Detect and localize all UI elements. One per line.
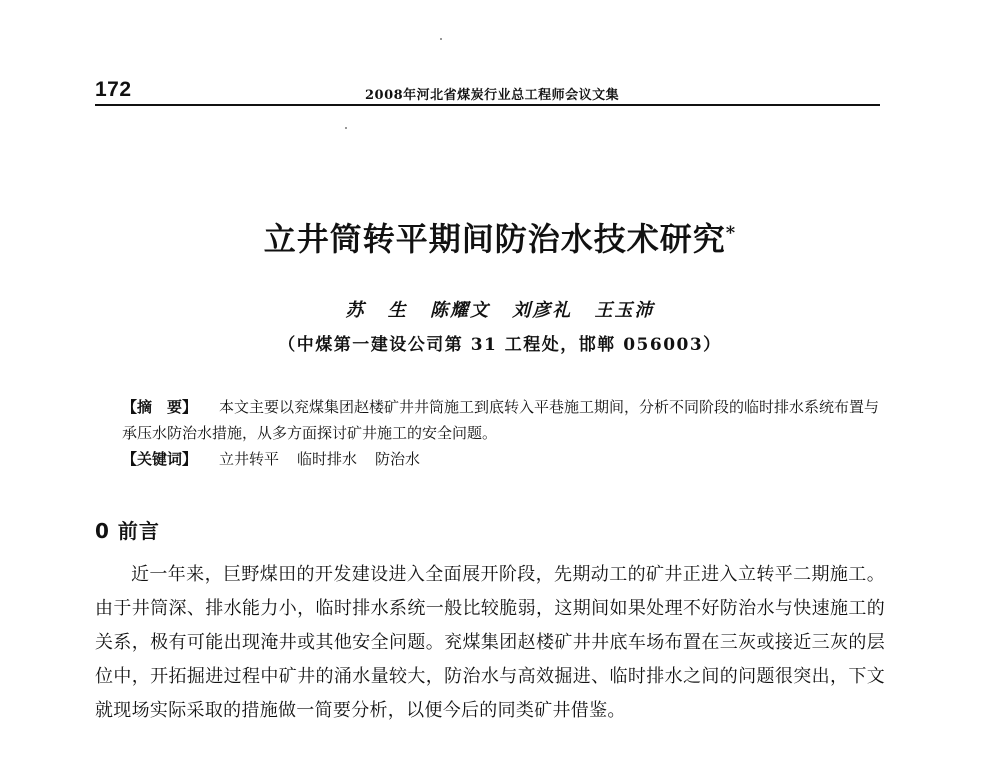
abstract-label: 【摘 要】 xyxy=(122,398,198,416)
keyword: 立井转平 xyxy=(219,450,280,468)
authors: 苏 生 陈耀文 刘彦礼 王玉沛 xyxy=(345,300,655,321)
abstract-block xyxy=(122,394,882,472)
keyword: 临时排水 xyxy=(297,450,358,468)
scan-speck xyxy=(440,38,442,40)
header-rule xyxy=(95,104,880,106)
affiliation: （中煤第一建设公司第 31 工程处，邯郸 056003） xyxy=(278,335,722,355)
body-paragraph: 近一年来，巨野煤田的开发建设进入全面展开阶段，先期动工的矿井正进入立转平二期施工。由于井筒深、排水能力小，临时排水系统一般比较脆弱，这期间如果处理不好防治水与快速施工的关系，极有可能出现淹井或其他安全问题。兖煤集团赵楼矿井井底车场布置在三灰或接近三灰的层位中，开拓掘进过程中矿井的涌水量较大，防治水与高效掘进、临时排水之间的问题很突出，下文就现场实际采取的措施做一简要分析，以便今后的同类矿井借鉴。 xyxy=(95,564,885,721)
title-footnote-mark: * xyxy=(725,222,737,244)
article-title xyxy=(0,214,1000,260)
abstract-text: 本文主要以兖煤集团赵楼矿井井筒施工到底转入平巷施工期间，分析不同阶段的临时排水系统布置与承压水防治水措施，从多方面探讨矿井施工的安全问题。 xyxy=(122,398,880,442)
running-title: 2008年河北省煤炭行业总工程师会议文集 xyxy=(365,88,620,103)
article-title-text: 立井筒转平期间防治水技术研究 xyxy=(263,220,726,258)
keywords-label: 【关键词】 xyxy=(122,450,198,468)
page-header xyxy=(95,78,880,106)
abstract-row xyxy=(122,394,882,446)
keyword: 防治水 xyxy=(375,450,421,468)
keywords-row xyxy=(122,446,882,472)
section-heading: 0 前言 xyxy=(95,519,160,543)
page-number: 172 xyxy=(95,78,132,101)
scan-speck xyxy=(345,127,347,129)
